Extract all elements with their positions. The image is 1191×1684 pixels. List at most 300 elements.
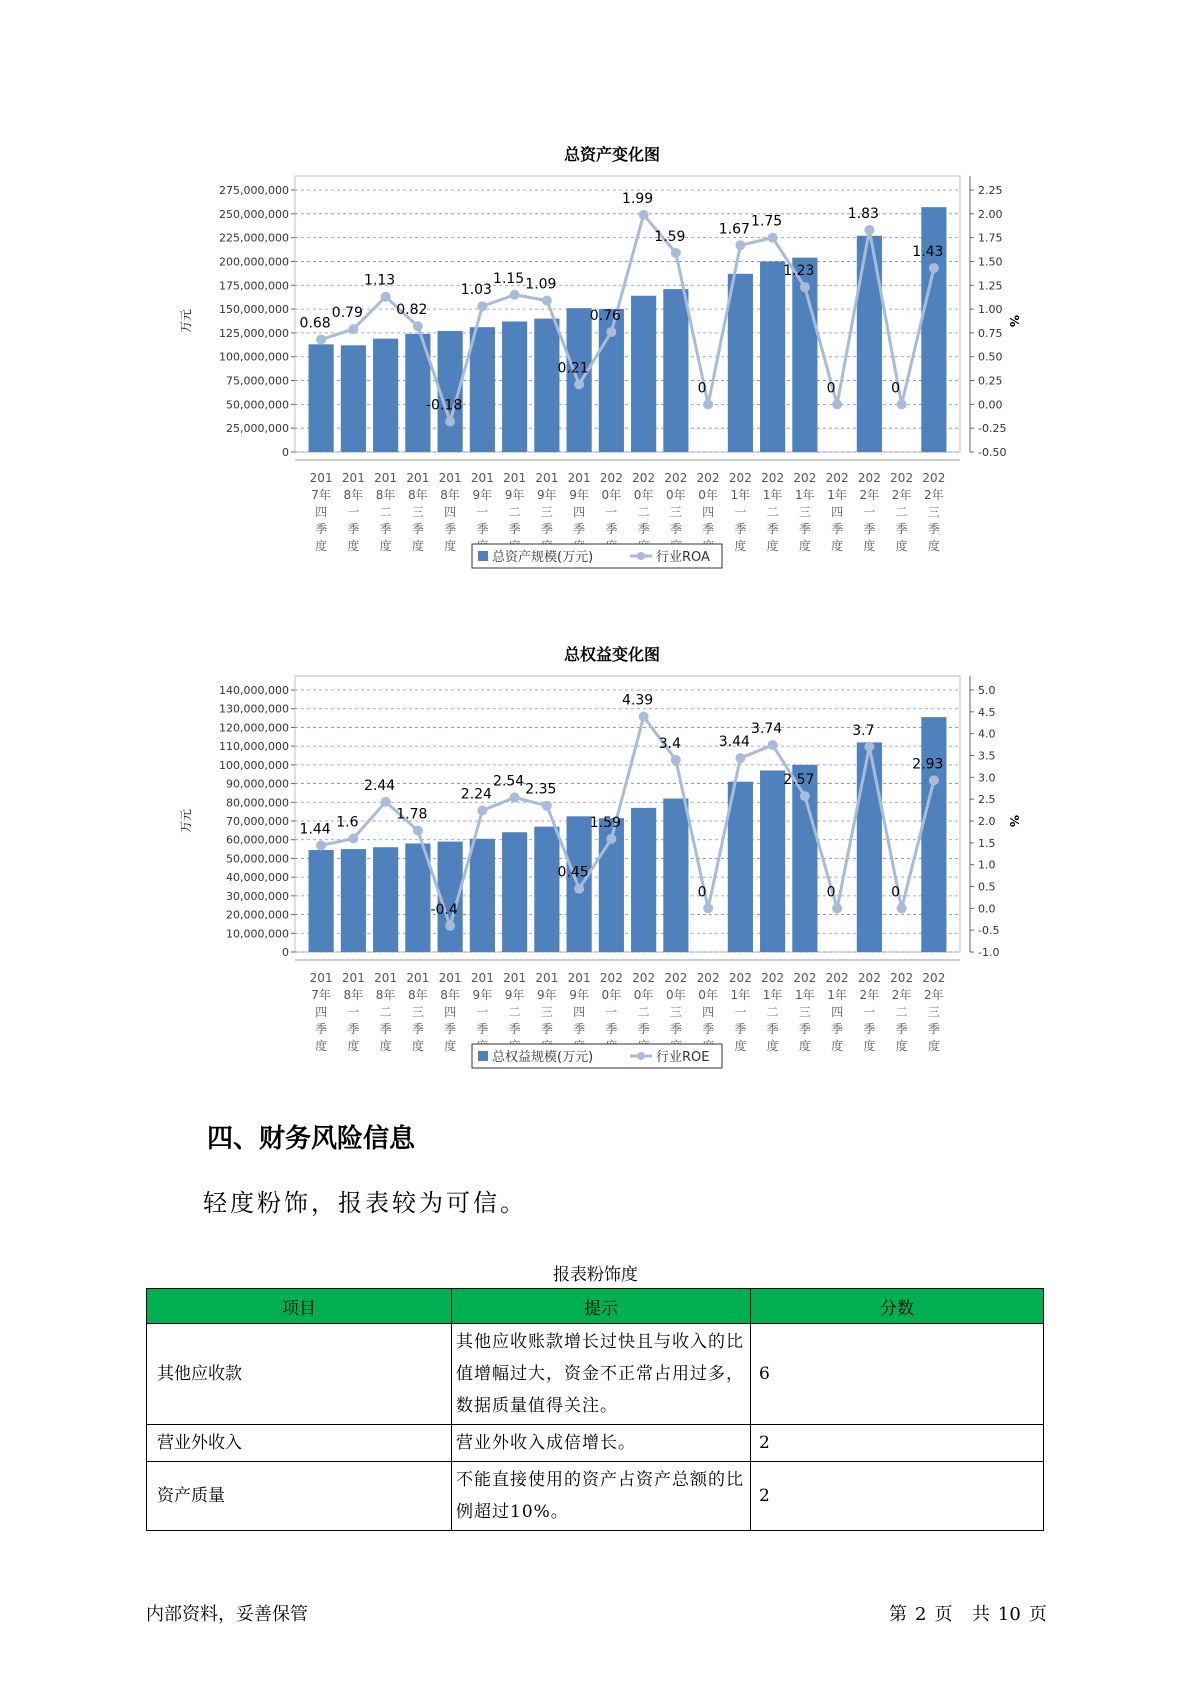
- y2-tick-label: 2.5: [978, 793, 996, 807]
- y-tick-label: 250,000,000: [219, 207, 289, 221]
- x-tick-label: 202: [890, 471, 914, 485]
- x-tick-label: 202: [890, 971, 914, 985]
- y-axis-title: 万元: [179, 808, 193, 834]
- bar: [857, 236, 882, 452]
- x-tick-label: 202: [728, 971, 752, 985]
- x-tick-label: 季: [540, 1022, 553, 1036]
- data-label: -0.4: [430, 901, 458, 918]
- x-tick-label: 二: [895, 505, 908, 519]
- x-tick-label: 202: [793, 971, 817, 985]
- x-tick-label: 201: [341, 471, 365, 485]
- x-tick-label: 季: [831, 522, 844, 536]
- line-point: [800, 791, 810, 801]
- data-label: 1.23: [783, 263, 815, 280]
- x-tick-label: 202: [664, 971, 688, 985]
- x-tick-label: 度: [347, 539, 360, 553]
- x-tick-label: 二: [637, 505, 650, 519]
- x-tick-label: 201: [374, 471, 398, 485]
- line-point: [929, 775, 939, 785]
- bar: [341, 345, 366, 452]
- line-point: [832, 903, 842, 913]
- line-point: [510, 792, 520, 802]
- x-tick-label: 一: [347, 1005, 360, 1019]
- total-pages: 10: [997, 1604, 1021, 1625]
- data-label: -0.18: [426, 397, 463, 414]
- x-tick-label: 2年: [891, 988, 912, 1002]
- legend-bar-swatch: [478, 551, 488, 561]
- y2-tick-label: -1.0: [978, 946, 1000, 959]
- x-tick-label: 度: [315, 539, 328, 553]
- x-tick-label: 8年: [343, 988, 364, 1002]
- line-point: [897, 903, 907, 913]
- y2-tick-label: 0.0: [978, 902, 996, 916]
- data-label: 1.59: [654, 228, 686, 245]
- y-tick-label: 0: [282, 946, 289, 959]
- x-tick-label: 201: [535, 971, 559, 985]
- line-point: [735, 753, 745, 763]
- x-tick-label: 四: [702, 505, 715, 519]
- x-tick-label: 季: [927, 522, 940, 536]
- row-item: 营业外收入: [147, 1425, 452, 1462]
- bar: [341, 849, 366, 952]
- x-tick-label: 三: [411, 1005, 424, 1019]
- row-hint: 不能直接使用的资产占资产总额的比例超过10%。: [452, 1462, 751, 1531]
- x-tick-label: 度: [444, 539, 457, 553]
- row-hint: 营业外收入成倍增长。: [452, 1425, 751, 1462]
- x-tick-label: 季: [637, 1022, 650, 1036]
- x-tick-label: 二: [766, 505, 779, 519]
- header-hint: 提示: [452, 1289, 751, 1324]
- x-tick-label: 季: [895, 522, 908, 536]
- bar: [502, 321, 527, 452]
- line-point: [639, 712, 649, 722]
- line-point: [542, 296, 552, 306]
- data-label: 0.45: [557, 864, 589, 881]
- y-tick-label: 70,000,000: [226, 815, 289, 828]
- x-tick-label: 7年: [311, 488, 331, 502]
- x-tick-label: 202: [696, 471, 720, 485]
- x-tick-label: 8年: [408, 988, 428, 1002]
- y2-tick-label: 0.75: [978, 326, 1003, 340]
- x-tick-label: 一: [347, 505, 360, 519]
- data-label: 0: [697, 380, 707, 397]
- y2-tick-label: 5.0: [978, 684, 996, 697]
- y2-tick-label: 4.5: [978, 705, 996, 719]
- x-tick-label: 季: [702, 522, 715, 536]
- x-tick-label: 季: [863, 522, 876, 536]
- y2-tick-label: 0.50: [978, 350, 1003, 364]
- x-tick-label: 度: [895, 539, 908, 553]
- x-tick-label: 0年: [698, 488, 718, 502]
- x-tick-label: 201: [567, 971, 591, 985]
- table-header-row: [147, 1289, 1044, 1324]
- x-tick-label: 度: [411, 1039, 424, 1053]
- x-tick-label: 202: [825, 471, 849, 485]
- bar: [502, 832, 527, 952]
- y2-tick-label: 3.0: [978, 771, 996, 785]
- line-point: [381, 797, 391, 807]
- x-tick-label: 8年: [408, 488, 428, 502]
- y-tick-label: 150,000,000: [219, 303, 289, 317]
- x-tick-label: 202: [632, 471, 656, 485]
- total-equity-chart: [0, 630, 1191, 1090]
- bar: [373, 339, 398, 452]
- x-tick-label: 三: [927, 1005, 940, 1019]
- x-tick-label: 201: [438, 471, 462, 485]
- line-point: [671, 755, 681, 765]
- y-tick-label: 225,000,000: [219, 231, 289, 245]
- row-item: 其他应收款: [147, 1324, 452, 1425]
- x-tick-label: 度: [379, 1039, 392, 1053]
- line-point: [413, 826, 423, 836]
- x-tick-label: 季: [637, 522, 650, 536]
- x-tick-label: 三: [540, 505, 553, 519]
- y2-tick-label: -0.50: [978, 446, 1007, 459]
- x-tick-label: 季: [347, 522, 360, 536]
- line-point: [477, 806, 487, 816]
- x-tick-label: 三: [540, 1005, 553, 1019]
- y-tick-label: 275,000,000: [219, 184, 289, 197]
- x-tick-label: 0年: [601, 488, 622, 502]
- x-tick-label: 202: [632, 971, 656, 985]
- x-tick-label: 一: [734, 1005, 747, 1019]
- row-score: 2: [751, 1462, 1044, 1531]
- x-tick-label: 201: [309, 971, 333, 985]
- y2-tick-label: 3.5: [978, 749, 996, 763]
- x-tick-label: 季: [347, 1022, 360, 1036]
- x-tick-label: 8年: [343, 488, 364, 502]
- x-tick-label: 度: [444, 1039, 457, 1053]
- data-label: 0: [826, 380, 836, 397]
- line-point: [768, 740, 778, 750]
- data-label: 2.35: [525, 781, 557, 798]
- line-point: [348, 833, 358, 843]
- x-tick-label: 0年: [666, 488, 686, 502]
- y-tick-label: 60,000,000: [226, 833, 289, 847]
- x-tick-label: 9年: [537, 488, 557, 502]
- x-tick-label: 2年: [924, 988, 944, 1002]
- y-tick-label: 200,000,000: [219, 255, 289, 269]
- row-score: 6: [751, 1324, 1044, 1425]
- chart-title: 总资产变化图: [563, 145, 661, 164]
- x-tick-label: 二: [766, 1005, 779, 1019]
- x-tick-label: 度: [379, 539, 392, 553]
- x-tick-label: 度: [734, 1039, 747, 1053]
- x-tick-label: 8年: [440, 988, 460, 1002]
- legend-bar-swatch: [478, 1051, 488, 1061]
- y-tick-label: 30,000,000: [226, 889, 289, 903]
- x-tick-label: 0年: [633, 988, 654, 1002]
- legend-line-label: 行业ROE: [656, 1050, 710, 1065]
- x-tick-label: 三: [669, 505, 682, 519]
- bar: [534, 319, 559, 452]
- x-tick-label: 四: [702, 1005, 715, 1019]
- x-tick-label: 1年: [730, 488, 751, 502]
- x-tick-label: 季: [798, 522, 811, 536]
- y2-tick-label: 2.0: [978, 815, 996, 828]
- x-tick-label: 季: [379, 522, 392, 536]
- line-point: [316, 335, 326, 345]
- line-point: [832, 399, 842, 409]
- line-point: [477, 301, 487, 311]
- y-tick-label: 100,000,000: [219, 350, 289, 364]
- x-tick-label: 三: [411, 505, 424, 519]
- data-label: 1.44: [299, 821, 331, 838]
- data-label: 4.39: [622, 692, 654, 709]
- x-tick-label: 季: [476, 1022, 489, 1036]
- x-tick-label: 度: [411, 539, 424, 553]
- total-suffix: 页: [1028, 1604, 1047, 1625]
- bar: [470, 839, 495, 952]
- footer-confidential: 内部资料，妥善保管: [146, 1604, 308, 1625]
- x-tick-label: 7年: [311, 988, 331, 1002]
- x-tick-label: 度: [895, 1039, 908, 1053]
- x-tick-label: 2年: [859, 988, 880, 1002]
- x-tick-label: 季: [508, 522, 521, 536]
- y-tick-label: 130,000,000: [219, 702, 289, 716]
- y2-tick-label: 1.25: [978, 279, 1003, 293]
- y2-tick-label: 1.00: [978, 303, 1003, 317]
- x-tick-label: 202: [857, 971, 881, 985]
- x-tick-label: 202: [761, 971, 785, 985]
- table-row: [147, 1425, 1044, 1462]
- data-label: 2.44: [364, 777, 396, 794]
- line-point: [445, 417, 455, 427]
- data-label: 1.15: [493, 270, 525, 287]
- page-mid: 页: [934, 1604, 953, 1625]
- data-label: 0.76: [589, 307, 621, 324]
- x-tick-label: 度: [863, 1039, 876, 1053]
- bar: [663, 799, 688, 952]
- x-tick-label: 9年: [472, 988, 493, 1002]
- table-row: [147, 1324, 1044, 1425]
- x-tick-label: 四: [573, 1005, 586, 1019]
- total-assets-chart-svg: [0, 130, 1191, 590]
- y-tick-label: 80,000,000: [226, 796, 289, 810]
- x-tick-label: 202: [761, 471, 785, 485]
- x-tick-label: 二: [508, 505, 521, 519]
- y2-tick-label: 1.5: [978, 836, 996, 850]
- data-label: 0.21: [557, 360, 589, 377]
- x-tick-label: 季: [315, 522, 328, 536]
- x-tick-label: 季: [315, 1022, 328, 1036]
- line-point: [897, 399, 907, 409]
- x-tick-label: 二: [895, 1005, 908, 1019]
- table-row: [147, 1462, 1044, 1531]
- y-tick-label: 110,000,000: [219, 740, 289, 754]
- data-label: 1.75: [751, 213, 783, 230]
- x-tick-label: 202: [857, 471, 881, 485]
- x-tick-label: 202: [922, 971, 946, 985]
- line-point: [574, 884, 584, 894]
- y-tick-label: 125,000,000: [219, 326, 289, 340]
- x-tick-label: 二: [637, 1005, 650, 1019]
- row-score: 2: [751, 1425, 1044, 1462]
- x-tick-label: 0年: [698, 988, 718, 1002]
- x-tick-label: 季: [669, 1022, 682, 1036]
- x-tick-label: 1年: [827, 988, 847, 1002]
- page-indicator: [885, 1600, 1051, 1626]
- y-tick-label: 10,000,000: [226, 927, 289, 941]
- x-tick-label: 季: [766, 1022, 779, 1036]
- x-tick-label: 一: [476, 505, 489, 519]
- bar: [470, 327, 495, 452]
- x-tick-label: 201: [535, 471, 559, 485]
- y-tick-label: 140,000,000: [219, 684, 289, 697]
- y-tick-label: 50,000,000: [226, 398, 289, 412]
- x-tick-label: 9年: [569, 488, 589, 502]
- line-point: [381, 292, 391, 302]
- data-label: 1.6: [336, 814, 359, 831]
- x-tick-label: 202: [793, 471, 817, 485]
- y-tick-label: 100,000,000: [219, 758, 289, 772]
- data-label: 1.67: [718, 221, 750, 238]
- x-tick-label: 一: [605, 1005, 618, 1019]
- bar: [309, 344, 334, 452]
- y2-tick-label: 1.0: [978, 858, 996, 872]
- page-number: 2: [915, 1604, 927, 1625]
- data-label: 1.78: [396, 806, 428, 823]
- line-point: [348, 324, 358, 334]
- x-tick-label: 9年: [537, 988, 557, 1002]
- data-label: 3.4: [658, 735, 682, 752]
- line-point: [606, 327, 616, 337]
- x-tick-label: 季: [831, 1022, 844, 1036]
- x-tick-label: 季: [605, 522, 618, 536]
- x-tick-label: 季: [508, 1022, 521, 1036]
- data-label: 0: [697, 884, 707, 901]
- x-tick-label: 季: [573, 1022, 586, 1036]
- data-label: 2.24: [460, 786, 492, 803]
- line-point: [445, 921, 455, 931]
- x-tick-label: 度: [927, 539, 940, 553]
- x-tick-label: 季: [444, 1022, 457, 1036]
- x-tick-label: 季: [766, 522, 779, 536]
- x-tick-label: 季: [863, 1022, 876, 1036]
- line-point: [768, 233, 778, 243]
- x-tick-label: 202: [664, 471, 688, 485]
- section-title: 四、财务风险信息: [207, 1124, 416, 1154]
- x-tick-label: 度: [798, 1039, 811, 1053]
- line-point: [606, 834, 616, 844]
- x-tick-label: 2年: [859, 488, 880, 502]
- total-assets-chart: [0, 130, 1191, 590]
- x-tick-label: 201: [309, 471, 333, 485]
- row-item: 资产质量: [147, 1462, 452, 1531]
- x-tick-label: 季: [734, 522, 747, 536]
- x-tick-label: 三: [798, 505, 811, 519]
- x-tick-label: 度: [831, 539, 844, 553]
- total-prefix: 共: [971, 1604, 990, 1625]
- y2-tick-label: 2.00: [978, 207, 1003, 221]
- x-tick-label: 二: [508, 1005, 521, 1019]
- x-tick-label: 季: [411, 1022, 424, 1036]
- bar: [857, 742, 882, 952]
- y2-tick-label: 0.25: [978, 374, 1003, 388]
- y2-tick-label: 0.5: [978, 880, 996, 894]
- line-point: [864, 742, 874, 752]
- x-tick-label: 201: [406, 971, 430, 985]
- y2-tick-label: -0.5: [978, 924, 1000, 938]
- x-tick-label: 度: [863, 539, 876, 553]
- line-point: [316, 840, 326, 850]
- line-point: [413, 321, 423, 331]
- x-tick-label: 201: [406, 471, 430, 485]
- x-tick-label: 度: [798, 539, 811, 553]
- x-tick-label: 四: [831, 1005, 844, 1019]
- total-equity-chart-svg: [0, 630, 1191, 1090]
- x-tick-label: 度: [831, 1039, 844, 1053]
- line-point: [639, 210, 649, 220]
- x-tick-label: 8年: [375, 488, 396, 502]
- x-tick-label: 201: [470, 471, 494, 485]
- x-tick-label: 201: [567, 471, 591, 485]
- x-tick-label: 度: [766, 1039, 779, 1053]
- x-tick-label: 季: [444, 522, 457, 536]
- y-tick-label: 120,000,000: [219, 721, 289, 735]
- data-label: 1.09: [525, 276, 557, 293]
- x-tick-label: 1年: [762, 488, 783, 502]
- y-tick-label: 50,000,000: [226, 852, 289, 866]
- x-tick-label: 季: [798, 1022, 811, 1036]
- y2-axis-title: %: [1007, 314, 1021, 328]
- data-label: 1.13: [364, 272, 396, 289]
- line-point: [703, 903, 713, 913]
- bar: [728, 782, 753, 952]
- y-tick-label: 20,000,000: [226, 908, 289, 922]
- data-label: 2.54: [493, 773, 525, 790]
- x-tick-label: 度: [347, 1039, 360, 1053]
- line-point: [735, 240, 745, 250]
- x-tick-label: 9年: [472, 488, 493, 502]
- line-point: [574, 379, 584, 389]
- x-tick-label: 9年: [569, 988, 589, 1002]
- bar: [663, 289, 688, 452]
- x-tick-label: 202: [922, 471, 946, 485]
- y-tick-label: 25,000,000: [226, 422, 289, 436]
- bar: [534, 827, 559, 952]
- x-tick-label: 202: [599, 471, 623, 485]
- line-point: [929, 263, 939, 273]
- x-tick-label: 三: [798, 1005, 811, 1019]
- data-label: 1.03: [460, 282, 492, 299]
- x-tick-label: 季: [411, 522, 424, 536]
- bar: [631, 808, 656, 952]
- risk-summary: 轻度粉饰，报表较为可信。: [203, 1189, 527, 1217]
- header-item: 项目: [147, 1289, 452, 1324]
- x-tick-label: 202: [599, 971, 623, 985]
- y-tick-label: 0: [282, 446, 289, 459]
- x-tick-label: 四: [315, 1005, 328, 1019]
- x-tick-label: 季: [895, 1022, 908, 1036]
- x-tick-label: 季: [476, 522, 489, 536]
- x-tick-label: 1年: [827, 488, 847, 502]
- x-tick-label: 四: [831, 505, 844, 519]
- x-tick-label: 季: [669, 522, 682, 536]
- data-label: 0: [891, 884, 901, 901]
- x-tick-label: 季: [734, 1022, 747, 1036]
- risk-table: [146, 1288, 1044, 1531]
- line-point: [800, 282, 810, 292]
- x-tick-label: 0年: [633, 488, 654, 502]
- bar: [631, 296, 656, 452]
- bar: [760, 261, 785, 452]
- legend-line-label: 行业ROA: [656, 550, 710, 565]
- x-tick-label: 二: [379, 1005, 392, 1019]
- x-tick-label: 一: [863, 505, 876, 519]
- y2-tick-label: 4.0: [978, 727, 996, 741]
- x-tick-label: 1年: [762, 988, 783, 1002]
